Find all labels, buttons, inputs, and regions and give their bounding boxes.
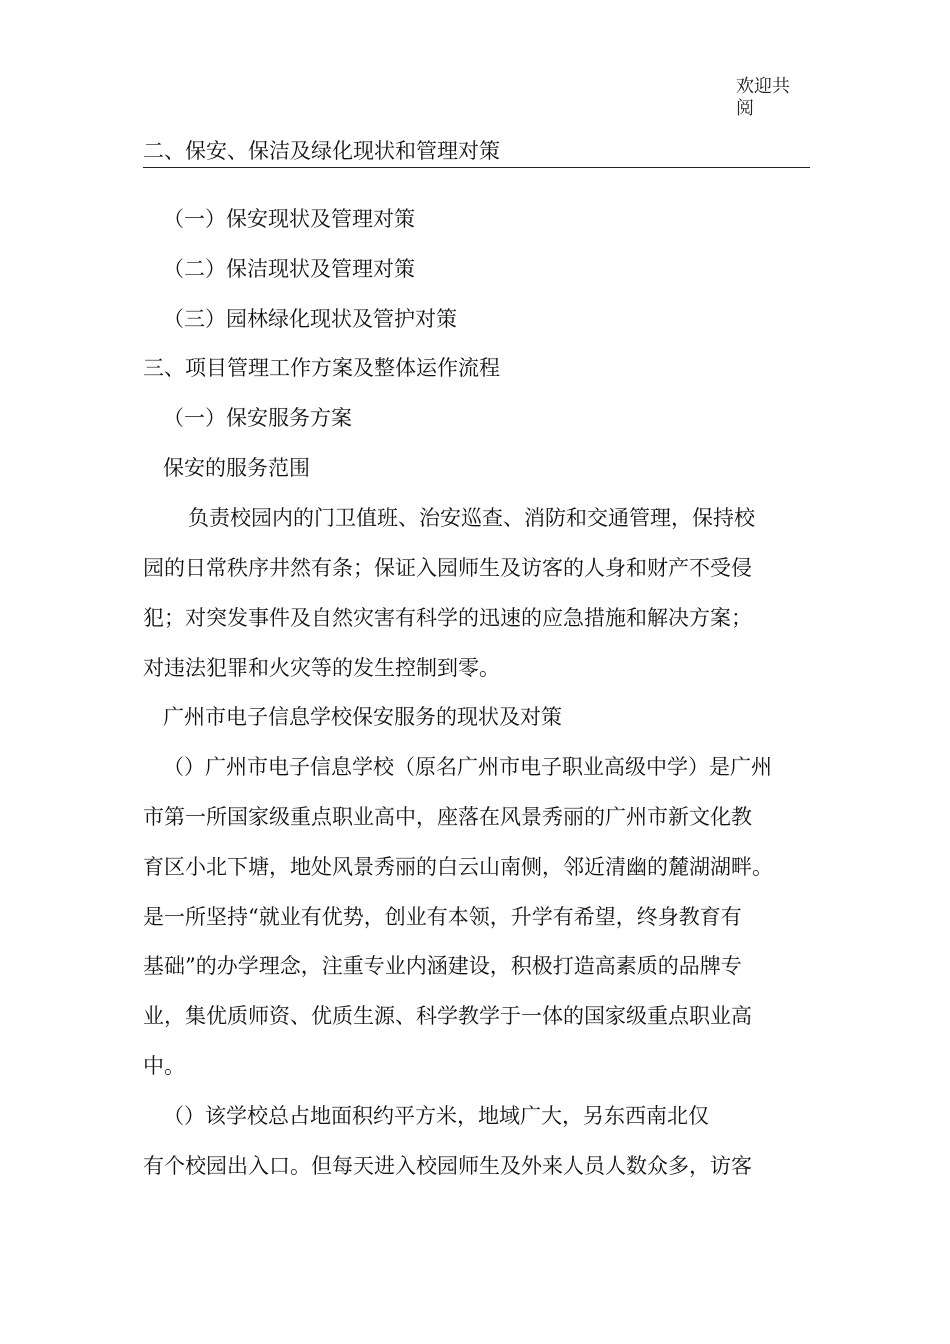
scope-line-2: 园的日常秩序井然有条；保证入园师生及访客的人身和财产不受侵 bbox=[143, 556, 752, 580]
header-rule bbox=[143, 167, 810, 168]
section-3-title: 三、项目管理工作方案及整体运作流程 bbox=[143, 356, 500, 380]
para1-line-4: 是一所坚持“就业有优势，创业有本领，升学有希望，终身教育有 bbox=[143, 905, 742, 929]
scope-line-3: 犯；对突发事件及自然灾害有科学的迅速的应急措施和解决方案； bbox=[143, 606, 752, 630]
para2-line-1: （）该学校总占地面积约平方米，地域广大，另东西南北仅 bbox=[163, 1104, 709, 1128]
section-3-sub-1: （一）保安服务方案 bbox=[163, 406, 352, 430]
para2-line-2: 有个校园出入口。但每天进入校园师生及外来人员人数众多，访客 bbox=[143, 1154, 752, 1178]
scope-heading: 保安的服务范围 bbox=[163, 456, 310, 480]
header-note-line-1: 欢迎共 bbox=[736, 76, 790, 97]
status-heading: 广州市电子信息学校保安服务的现状及对策 bbox=[163, 705, 562, 729]
para1-line-1: （）广州市电子信息学校（原名广州市电子职业高级中学）是广州 bbox=[163, 755, 772, 779]
section-2-item-1: （一）保安现状及管理对策 bbox=[163, 207, 415, 231]
section-2-item-2: （二）保洁现状及管理对策 bbox=[163, 257, 415, 281]
para1-line-6: 业，集优质师资、优质生源、科学教学于一体的国家级重点职业高 bbox=[143, 1004, 752, 1028]
para1-line-3: 育区小北下塘，地处风景秀丽的白云山南侧，邻近清幽的麓湖湖畔。 bbox=[143, 855, 773, 879]
header-note-line-2: 阅 bbox=[736, 98, 754, 119]
scope-line-4: 对违法犯罪和火灾等的发生控制到零。 bbox=[143, 656, 500, 680]
para1-line-2: 市第一所国家级重点职业高中，座落在风景秀丽的广州市新文化教 bbox=[143, 805, 752, 829]
header-note bbox=[736, 76, 796, 120]
para1-line-5: 基础”的办学理念，注重专业内涵建设，积极打造高素质的品牌专 bbox=[143, 954, 742, 978]
para1-line-7: 中。 bbox=[143, 1054, 185, 1078]
section-2-item-3: （三）园林绿化现状及管护对策 bbox=[163, 307, 457, 331]
section-2-title: 二、保安、保洁及绿化现状和管理对策 bbox=[143, 139, 500, 163]
scope-line-1: 负责校园内的门卫值班、治安巡查、消防和交通管理，保持校 bbox=[188, 506, 755, 530]
